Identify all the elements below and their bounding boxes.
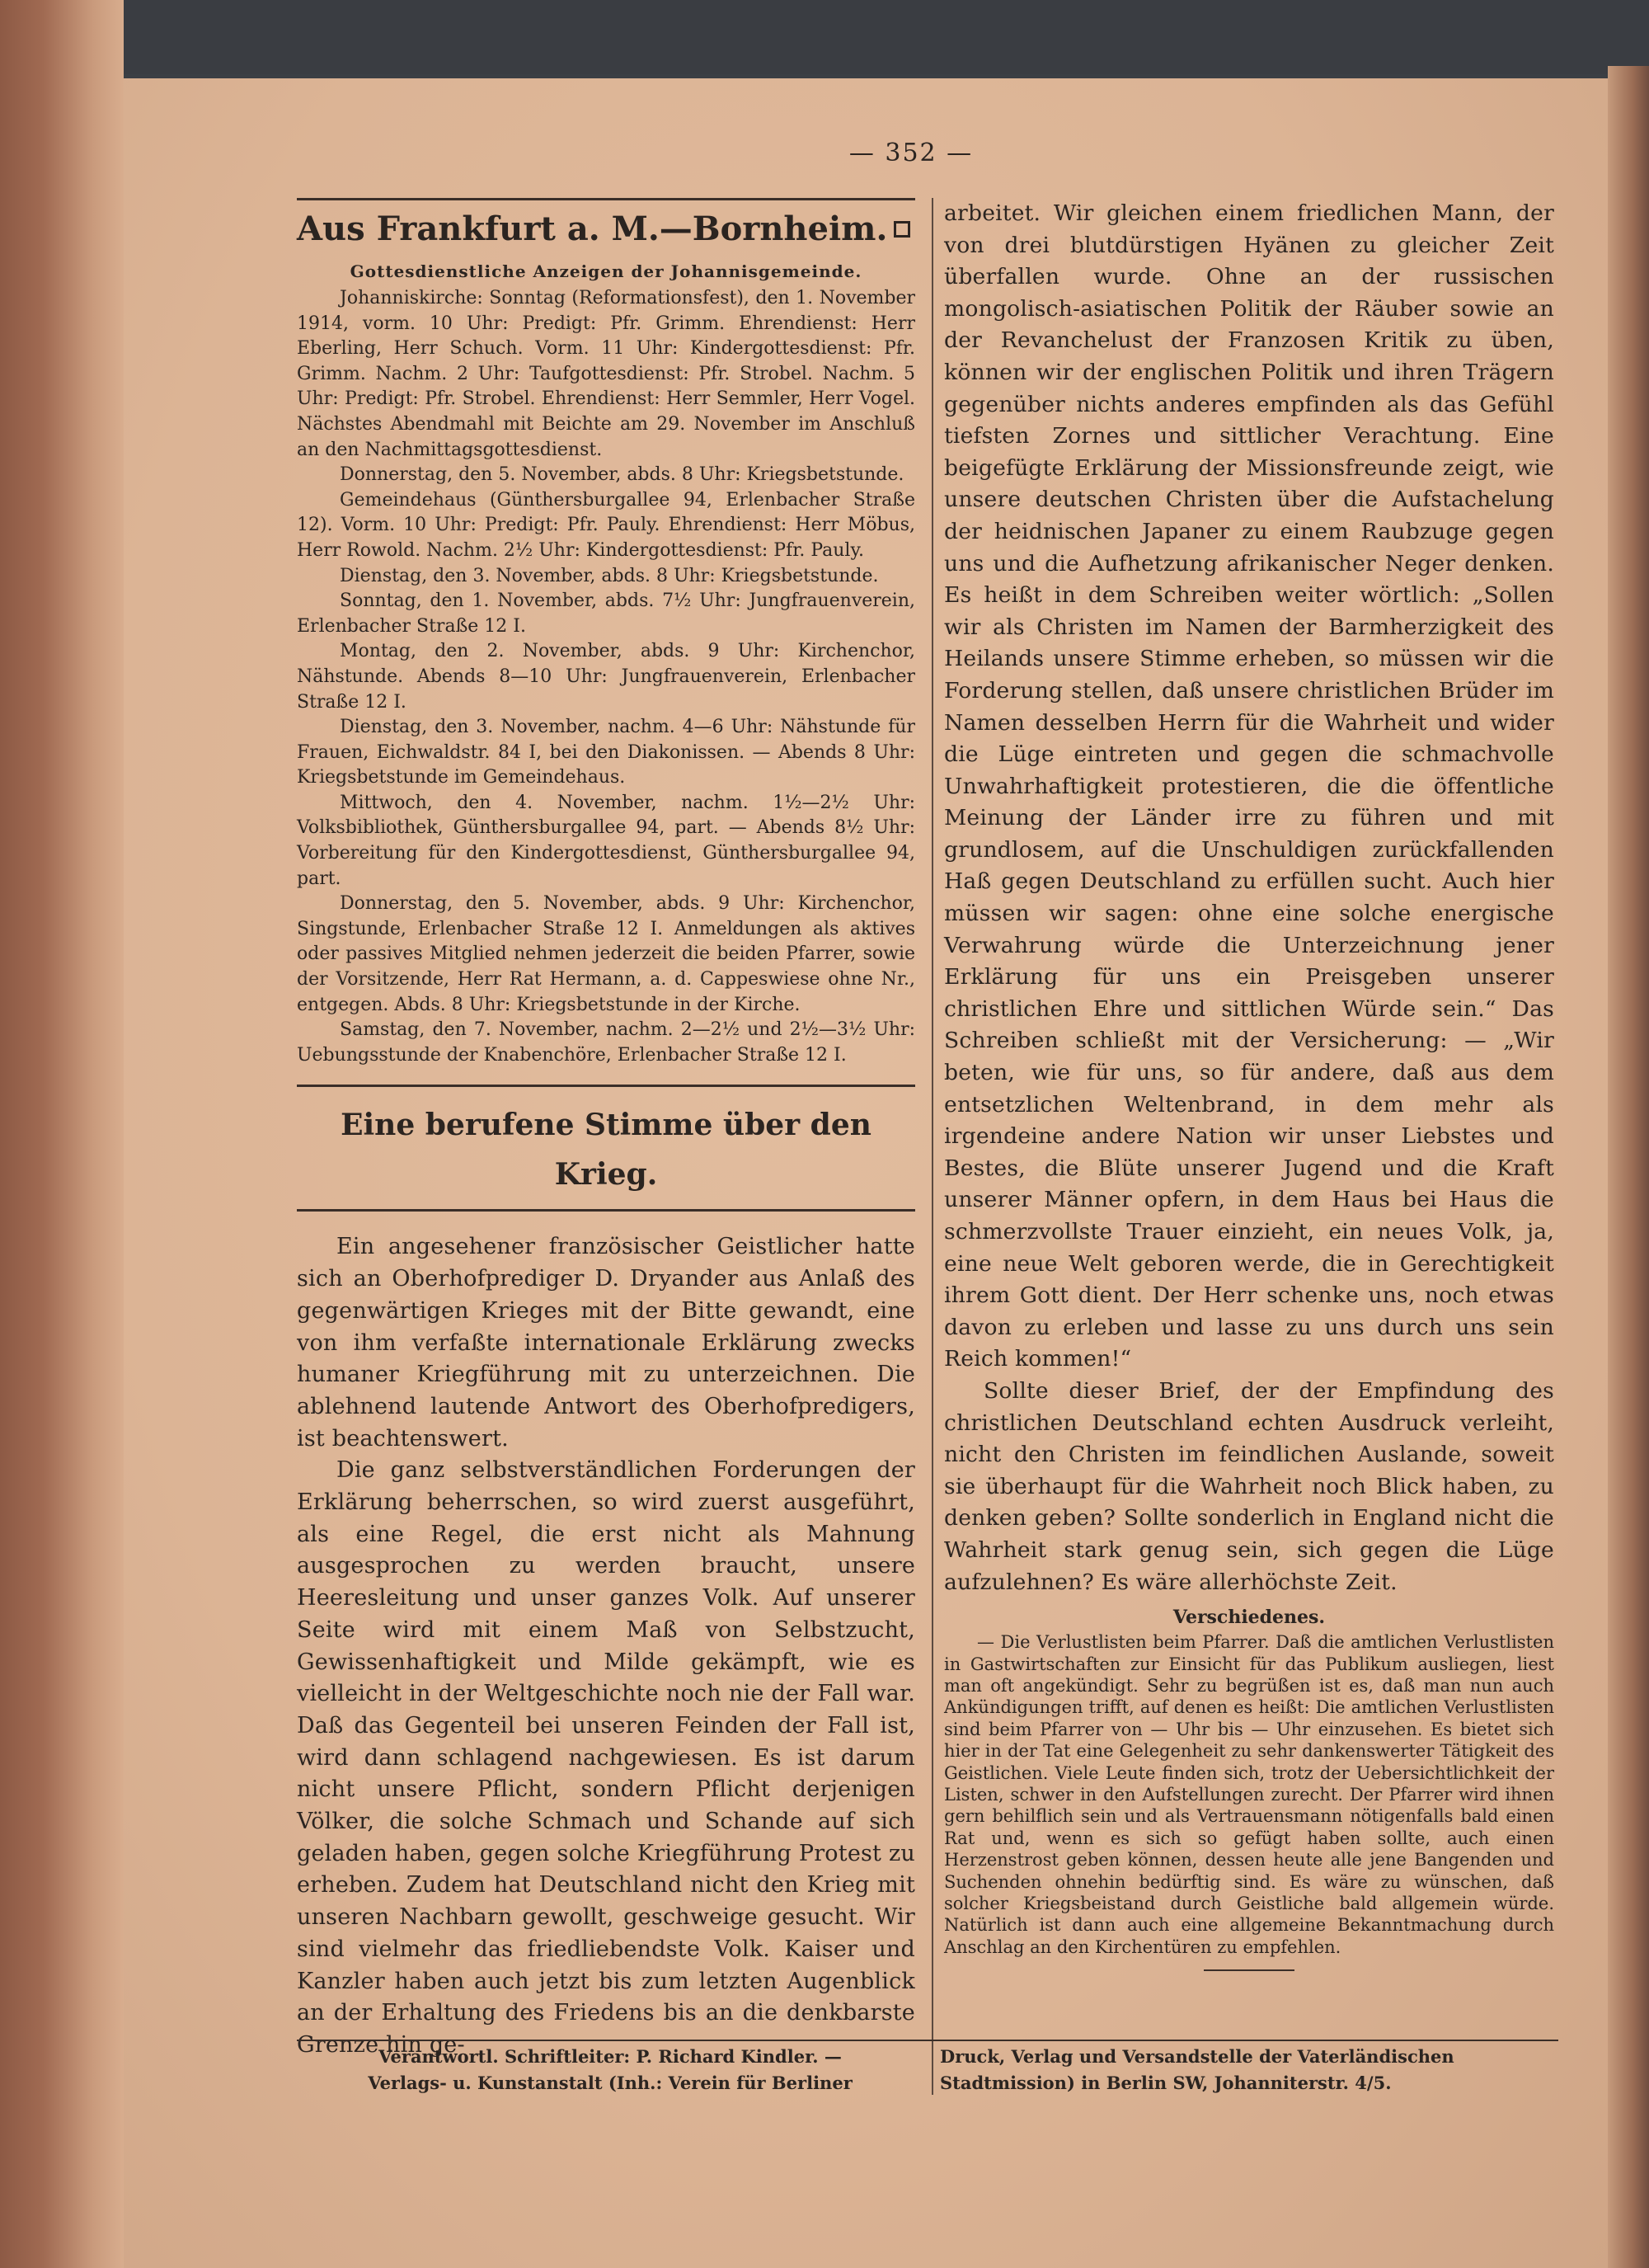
section-rule [297,1085,915,1087]
notice-paragraph: Dienstag, den 3. November, abds. 8 Uhr: Kriegsbetstunde. [340,565,879,586]
book-edge-right [1608,66,1649,2268]
church-notices [297,286,915,1068]
notice-paragraph: Sonntag, den 1. November, abds. 7½ Uhr: Jungfrauenverein, Erlenbacher Straße 12 I. [297,591,915,637]
notice-paragraph: Donnerstag, den 5. November, abds. 8 Uhr: Kriegsbetstunde. [340,464,904,486]
article-paragraph: Sollte dieser Brief, der der Empfindung des christlichen Deutschland echten Ausdruck verleiht, nicht den Christen im feindlichen Auslande, soweit sie überhaupt für die Wahrheit noch Blick haben, zu denken geben? Sollte sonderlich in England nicht die Wahrheit stark genug sein, sich gegen die Lüge aufzulehnen? Es wäre allerhöchste Zeit. [944,1377,1554,1595]
article-right [944,198,1554,1598]
imprint-line: Verlags- u. Kunstanstalt (Inh.: Verein für Berliner [368,2073,853,2093]
imprint-left [297,2044,923,2096]
footer-rule [297,2040,1558,2041]
verschiedenes-section [944,1631,1554,1958]
headline-stimme: Eine berufene Stimme über den Krieg. [297,1100,915,1212]
right-column [944,198,1554,1971]
headline-frankfurt-text: Aus Frankfurt a. M.—Bornheim. [297,209,888,248]
notice-paragraph: Montag, den 2. November, abds. 9 Uhr: Kirchenchor, Nähstunde. Abends 8—10 Uhr: Jungfrauenverein, Erlenbacher Straße 12 I. [297,641,915,713]
column-divider [932,198,933,2095]
notice-paragraph: Dienstag, den 3. November, nachm. 4—6 Uhr: Nähstunde für Frauen, Eichwaldstr. 84 I, bei den Diakonissen. — Abends 8 Uhr: Kriegsbetstunde im Gemeindehaus. [297,717,915,788]
square-ornament-icon [894,221,910,238]
imprint-line: Druck, Verlag und Versandstelle der Vaterländischen [940,2046,1454,2067]
article-paragraph: Die ganz selbstverständlichen Forderungen der Erklärung beherrschen, so wird zuerst ausgeführt, als eine Regel, die erst nicht als Mahnung ausgesprochen zu werden braucht, unsere Heeresleitung und unser ganzes Volk. Auf unserer Seite wird mit einem Maß von Selbstzucht, Gewissenhaftigkeit und Milde gekämpft, wie es vielleicht in der Weltgeschichte noch nie der Fall war. Daß das Gegenteil bei unseren Feinden der Fall ist, wird dann schlagend nachgewiesen. Es ist darum nicht unsere Pflicht, sondern Pflicht derjenigen Völker, die solche Schmach und Schande auf sich geladen haben, gegen solche Kriegführung Protest zu erheben. Zudem hat Deutschland nicht den Krieg mit unseren Nachbarn gewollt, geschweige gesucht. Wir sind vielmehr das friedliebendste Volk. Kaiser und Kanzler haben auch jetzt bis zum letzten Augenblick an der Erhaltung des Friedens bis an die denkbarste Grenze hin ge- [297,1457,915,2058]
notice-paragraph: Samstag, den 7. November, nachm. 2—2½ und 2½—3½ Uhr: Uebungsstunde der Knabenchöre, Erlenbacher Straße 12 I. [297,1019,915,1066]
article-paragraph: Ein angesehener französischer Geistlicher hatte sich an Oberhofprediger D. Dryander aus Anlaß des gegenwärtigen Krieges mit der Bitte gewandt, eine von ihm verfaßte internationale Erklärung zwecks humaner Kriegführung mit zu unterzeichnen. Die ablehnend lautende Antwort des Oberhofpredigers, ist beachtenswert. [297,1234,915,1452]
notice-paragraph: Mittwoch, den 4. November, nachm. 1½—2½ Uhr: Volksbibliothek, Günthersburgallee 94, part. — Abends 8½ Uhr: Vorbereitung für den Kindergottesdienst, Günthersburgallee 94, part. [297,792,915,889]
book-edge-left [0,0,124,2268]
church-notices-subhead: Gottesdienstliche Anzeigen der Johannisgemeinde. [350,261,862,281]
scan-background [0,0,1649,74]
misc-paragraph: — Die Verlustlisten beim Pfarrer. Daß die amtlichen Verlustlisten in Gastwirtschaften zur Einsicht für das Publikum ausliegen, liest man oft angekündigt. Sehr zu begrüßen ist es, daß man nun auch Ankündigungen trifft, auf denen es heißt: Die amtlichen Verlustlisten sind beim Pfarrer von — Uhr bis — Uhr einzusehen. Es bietet sich hier in der Tat eine Gelegenheit zu sehr dankenswerter Tätigkeit des Geistlichen. Viele Leute finden sich, trotz der Uebersichtlichkeit der Listen, schwer in den Aufstellungen zurecht. Der Pfarrer wird ihnen gern behilflich sein und als Vertrauensmann nötigenfalls bald einen Rat und, wenn es sich so gefügt haben sollte, auch einen Herzenstrost geben können, dessen heute alle jene Bangenden und Suchenden ohnehin bedürftig sind. Es wäre zu wünschen, daß solcher Kriegsbeistand durch Geistliche bald allgemein würde. Natürlich ist dann auch eine allgemeine Bekanntmachung durch Anschlag an den Kirchentüren zu empfehlen. [944,1632,1554,1957]
imprint-line: Stadtmission) in Berlin SW, Johanniterstr. 4/5. [940,2073,1392,2093]
top-rule [297,198,915,200]
imprint-right [940,2044,1558,2096]
article-paragraph: arbeitet. Wir gleichen einem friedlichen Mann, der von drei blutdürstigen Hyänen zu gleicher Zeit überfallen wurde. Ohne an der russischen mongolisch-asiatischen Politik der Räuber sowie an der Revanchelust der Franzosen Kritik zu üben, können wir der englischen Politik und ihren Trägern gegenüber nichts anderes empfinden als das Gefühl tiefsten Zornes und sittlicher Verachtung. Eine beigefügte Erklärung der Missionsfreunde zeigt, wie unsere deutschen Christen über die Aufstachelung der heidnischen Japaner zu einem Raubzuge gegen uns und die Aufhetzung afrikanischer Neger denken. Es heißt in dem Schreiben weiter wörtlich: „Sollen wir als Christen im Namen der Barmherzigkeit des Heilands unsere Stimme erheben, so müssen wir die Forderung stellen, daß unsere christlichen Brüder im Namen desselben Herrn für die Wahrheit und wider die Lüge eintreten und gegen die schmachvolle Unwahrhaftigkeit protestieren, die die öffentliche Meinung der Länder irre zu führen und mit grundlosem, auf die Unschuldigen zurückfallenden Haß gegen Deutschland zu erfüllen sucht. Auch hier müssen wir sagen: ohne eine solche energische Verwahrung würde die Unterzeichnung jener Erklärung für uns ein Preisgeben unserer christlichen Ehre und sittlichen Würde sein.“ Das Schreiben schließt mit der Versicherung: — „Wir beten, wie für uns, so für andere, daß aus dem entsetzlichen Weltenbrand, in dem mehr als irgendeine andere Nation wir unser Liebstes und Bestes, die Blüte unserer Jugend und die Kraft unserer Männer opfern, in dem Haus bei Haus die schmerzvollste Trauer einzieht, ein neues Volk, ja, eine neue Welt geboren werde, die in Gerechtigkeit ihrem Gott dient. Der Herr schenke uns, noch etwas davon zu erleben und lasse zu uns durch uns sein Reich kommen!“ [944,200,1554,1372]
imprint-line: Verantwortl. Schriftleiter: P. Richard Kindler. — [378,2046,842,2067]
end-rule [1204,1969,1294,1971]
left-column [297,198,915,2062]
headline-frankfurt [297,205,915,253]
notice-paragraph: Gemeindehaus (Günthersburgallee 94, Erlenbacher Straße 12). Vorm. 10 Uhr: Predigt: Pfr. Pauly. Ehrendienst: Herr Möbus, Herr Rowold. Nachm. 2½ Uhr: Kindergottesdienst: Pfr. Pauly. [297,489,915,561]
article-left [297,1231,915,2061]
notice-paragraph: Donnerstag, den 5. November, abds. 9 Uhr: Kirchenchor, Singstunde, Erlenbacher Straße 12 I. Anmeldungen als aktives oder passives Mitglied nehmen jederzeit die beiden Pfarrer, sowie der Vorsitzende, Herr Rat Hermann, a. d. Cappeswiese ohne Nr., entgegen. Abds. 8 Uhr: Kriegsbetstunde in der Kirche. [297,893,915,1015]
verschiedenes-heading: Verschiedenes. [1172,1607,1326,1629]
notice-paragraph: Johanniskirche: Sonntag (Reformationsfest), den 1. November 1914, vorm. 10 Uhr: Predigt: Pfr. Grimm. Ehrendienst: Herr Eberling, Herr Schuch. Vorm. 11 Uhr: Kindergottesdienst: Pfr. Grimm. Nachm. 2 Uhr: Taufgottesdienst: Pfr. Strobel. Nachm. 5 Uhr: Predigt: Pfr. Strobel. Ehrendienst: Herr Semmler, Herr Vogel. Nächstes Abendmahl mit Beichte am 29. November im Anschluß an den Nachmittagsgottesdienst. [297,288,915,460]
page-number: — 352 — [848,139,974,167]
